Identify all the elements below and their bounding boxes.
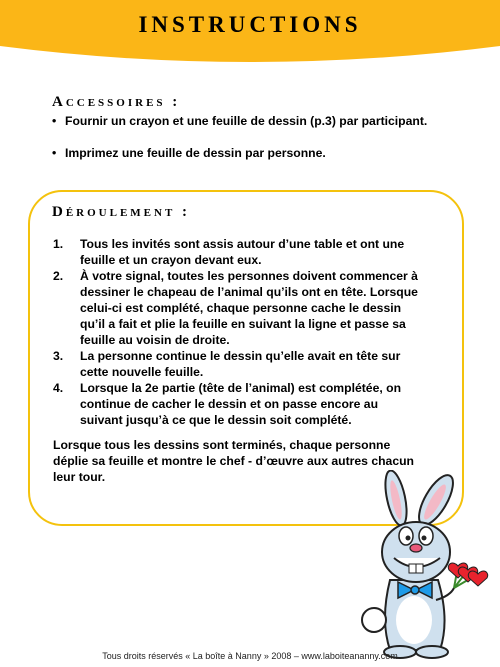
list-item: 1. Tous les invités sont assis autour d’une table et ont une feuille et un crayon devant eux. [53,237,405,267]
page-title: INSTRUCTIONS [138,12,362,37]
bunny-with-hearts-icon [350,470,490,660]
footer-copyright: Tous droits réservés « La boîte à Nanny » 2008 – www.laboiteananny.com [102,651,398,661]
list-item: • Fournir un crayon et une feuille de dessin (p.3) par participant. [52,113,432,129]
closing-paragraph: Lorsque tous les dessins sont terminés, chaque personne déplie sa feuille et montre le chef - d’œuvre aux autres chacun leur tour. [53,438,414,484]
list-item: 2. À votre signal, toutes les personnes doivent commencer à dessiner le chapeau de l’animal qu’ils ont en tête. Lorsque celui-ci est complété, chaque personne cache le dessin qu’il a fait et plie la feuille en suivant la ligne et passe sa feuille au voisin de droite. [53,269,418,347]
list-item: 4. Lorsque la 2e partie (tête de l’animal) est complétée, on continue de cacher le dessin et on passe encore au suivant jusqu’à ce que le dessin soit complété. [53,381,402,427]
procedure-steps [50,236,420,428]
list-item: • Imprimez une feuille de dessin par personne. [52,145,432,161]
list-item: 3. La personne continue le dessin qu’elle avait en tête sur cette nouvelle feuille. [53,349,401,379]
procedure-heading: Déroulement : [52,204,191,220]
accessories-heading: Accessoires : [52,94,181,110]
accessories-list [52,113,432,177]
